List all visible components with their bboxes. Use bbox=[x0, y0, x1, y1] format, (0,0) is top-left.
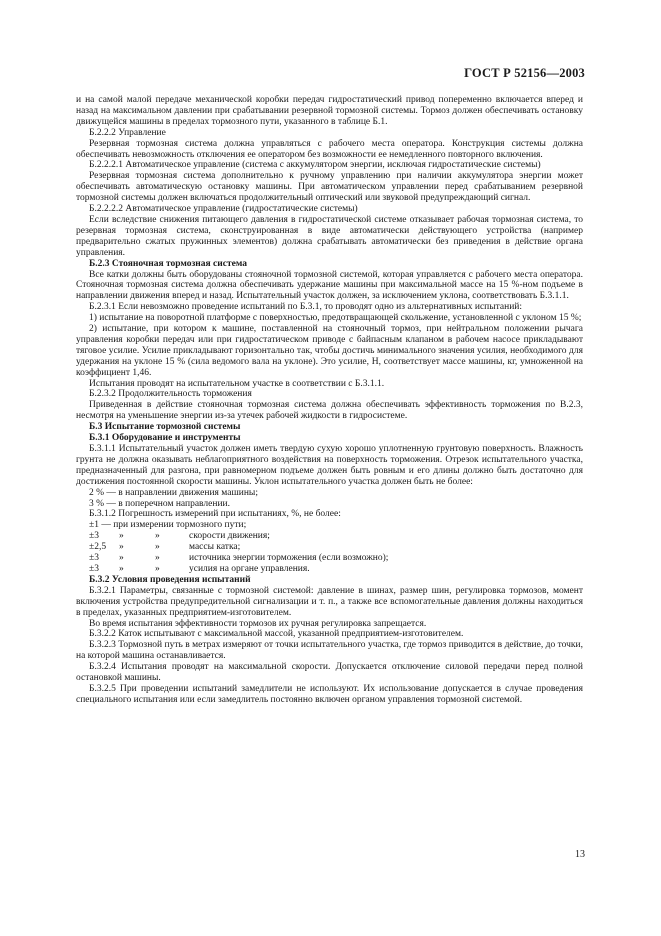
tolerance-label: скорости движения; bbox=[189, 531, 270, 542]
ditto-mark: » bbox=[119, 542, 124, 553]
tolerance-label: массы катка; bbox=[189, 542, 241, 553]
tolerance-row bbox=[76, 564, 583, 575]
paragraph: Б.3.2.3 Тормозной путь в метрах измеряют от точки испытательного участка, где тормоз приводится в действие, до точки, на которой машина останавливается. bbox=[76, 640, 583, 662]
paragraph: Резервная тормозная система должна управляться с рабочего места оператора. Конструкция системы должна обеспечивать невозможность отключения ее оператором без возможности ее немедленного повторного включения. bbox=[76, 138, 583, 160]
tolerance-value: ±3 bbox=[89, 531, 99, 542]
paragraph: Испытания проводят на испытательном участке в соответствии с Б.3.1.1. bbox=[89, 378, 385, 389]
paragraph: 3 % — в поперечном направлении. bbox=[89, 498, 231, 509]
section-heading: Б.2.3 Стояночная тормозная система bbox=[89, 258, 247, 269]
document-body bbox=[76, 95, 583, 706]
paragraph: Во время испытания эффективности тормозов их ручная регулировка запрещается. bbox=[89, 618, 427, 629]
section-heading: Б.3.1 Оборудование и инструменты bbox=[89, 433, 241, 444]
paragraph: Если вследствие снижения питающего давления в гидростатической системе отказывает рабочая тормозная система, то резервная тормозная система, сконструированная в виде автоматически действующего устройства (например предварительно сжатых пружинных элементов) должна срабатывать автоматически без приведения в действие органа управления. bbox=[76, 214, 583, 258]
paragraph: Б.3.2.1 Параметры, связанные с тормозной системой: давление в шинах, размер шин, регулировка тормозов, момент включения устройства предупредительной сигнализации и т. п., а также все вспомогательные давления должны находиться в пределах, указанных предприятием-изготовителем. bbox=[76, 585, 583, 618]
paragraph: и на самой малой передаче механической коробки передач гидростатический привод попеременно включается вперед и назад на максимальном давлении при срабатывании резервной тормозной системы. Тормоз должен обеспечивать остановку движущейся машины в пределах тормозного пути, указанного в таблице Б.1. bbox=[76, 95, 583, 127]
paragraph: Все катки должны быть оборудованы стояночной тормозной системой, которая управляется с рабочего места оператора. Стояночная тормозная система должна обеспечивать удержание машины при максимальной массе на 15 %-ном подъеме в направлении движения вперед и назад. Испытательный участок должен, за исключением уклона, соответствовать Б.3.1.1. bbox=[76, 269, 583, 302]
paragraph: Б.3.1.1 Испытательный участок должен иметь твердую сухую хорошо уплотненную грунтовую поверхность. Влажность грунта не должна оказывать неблагоприятного воздействия на поверхность торможения. Отрезок испытательного участка, предназначенный для разгона, при равномерном подъеме должен быть ровным и его длины должно быть достаточно для достижения постоянной скорости машины. Уклон испытательного участка должен быть не более: bbox=[76, 444, 583, 487]
tolerance-row bbox=[76, 542, 583, 553]
ditto-mark: » bbox=[155, 563, 160, 574]
ditto-mark: » bbox=[119, 553, 124, 564]
tolerance-row bbox=[76, 531, 583, 542]
ditto-mark: » bbox=[155, 542, 160, 553]
ditto-mark: » bbox=[119, 563, 124, 574]
paragraph: ±1 — при измерении тормозного пути; bbox=[89, 520, 247, 531]
paragraph: 1) испытание на поворотной платформе с поверхностью, предотвращающей скольжение, установленной с уклоном 15 %; bbox=[89, 313, 582, 324]
paragraph: Б.3.1.2 Погрешность измерений при испытаниях, %, не более: bbox=[89, 509, 341, 520]
paragraph: Б.3.2.2 Каток испытывают с максимальной массой, указанной предприятием-изготовителем. bbox=[89, 629, 464, 640]
document-header: ГОСТ Р 52156—2003 bbox=[464, 66, 585, 80]
section-heading: Б.3 Испытание тормозной системы bbox=[89, 422, 241, 433]
paragraph: Б.2.2.2 Управление bbox=[89, 127, 166, 138]
tolerance-value: ±3 bbox=[89, 563, 99, 574]
ditto-mark: » bbox=[155, 531, 160, 542]
page-number: 13 bbox=[575, 849, 585, 860]
paragraph: Б.2.2.2.2 Автоматическое управление (гидростатические системы) bbox=[89, 204, 358, 215]
tolerance-value: ±3 bbox=[89, 553, 99, 564]
tolerance-label: усилия на органе управления. bbox=[189, 563, 310, 574]
paragraph-block bbox=[76, 575, 583, 706]
ditto-mark: » bbox=[119, 531, 124, 542]
paragraph: Резервная тормозная система дополнительно к ручному управлению при наличии аккумулятора энергии может обеспечивать автоматическую остановку машины. При автоматическом управлении перед срабатыванием резервной тормозной системы должен включаться продолжительный оптический или звуковой предупреждающий сигнал. bbox=[76, 171, 583, 204]
paragraph: Б.3.2.4 Испытания проводят на максимальной скорости. Допускается отключение силовой передачи перед полной остановкой машины. bbox=[76, 662, 583, 684]
paragraph-block bbox=[76, 95, 583, 531]
tolerance-row bbox=[76, 553, 583, 564]
paragraph: Б.2.3.2 Продолжительность торможения bbox=[89, 389, 252, 400]
tolerance-label: источника энергии торможения (если возможно); bbox=[189, 553, 389, 564]
ditto-mark: » bbox=[155, 553, 160, 564]
paragraph: Б.2.2.2.1 Автоматическое управление (система с аккумулятором энергии, исключая гидростатические системы) bbox=[89, 160, 541, 171]
paragraph: 2) испытание, при котором к машине, поставленной на стояночный тормоз, при нейтральном положении рычага управления коробки передач или при гидростатическом приводе с байпасным клапаном в рабочем насосе прикладывают тяговое усилие. Усилие прикладывают горизонтально так, чтобы достичь минимального значения усилия, необходимого для удержания на уклоне 15 % (сила ведомого вала на уклоне). Это усилие, Н, соответствует массе машины, кг, умноженной на коэффициент 1,46. bbox=[76, 324, 583, 378]
paragraph: Б.2.3.1 Если невозможно проведение испытаний по Б.3.1, то проводят одно из альтернативных испытаний: bbox=[89, 302, 523, 313]
tolerance-value: ±2,5 bbox=[89, 542, 107, 553]
paragraph: Б.3.2.5 При проведении испытаний замедлители не используют. Их использование допускается в случае проведения специального испытания или если замедлитель постоянно включен органом управления тормозной системой. bbox=[76, 683, 583, 705]
section-heading: Б.3.2 Условия проведения испытаний bbox=[89, 574, 251, 585]
paragraph: 2 % — в направлении движения машины; bbox=[89, 487, 258, 498]
tolerance-list bbox=[76, 531, 583, 575]
paragraph: Приведенная в действие стояночная тормозная система должна обеспечивать эффективность торможения по В.2.3, несмотря на уменьшение энергии из-за утечек рабочей жидкости в гидросистеме. bbox=[76, 400, 583, 422]
